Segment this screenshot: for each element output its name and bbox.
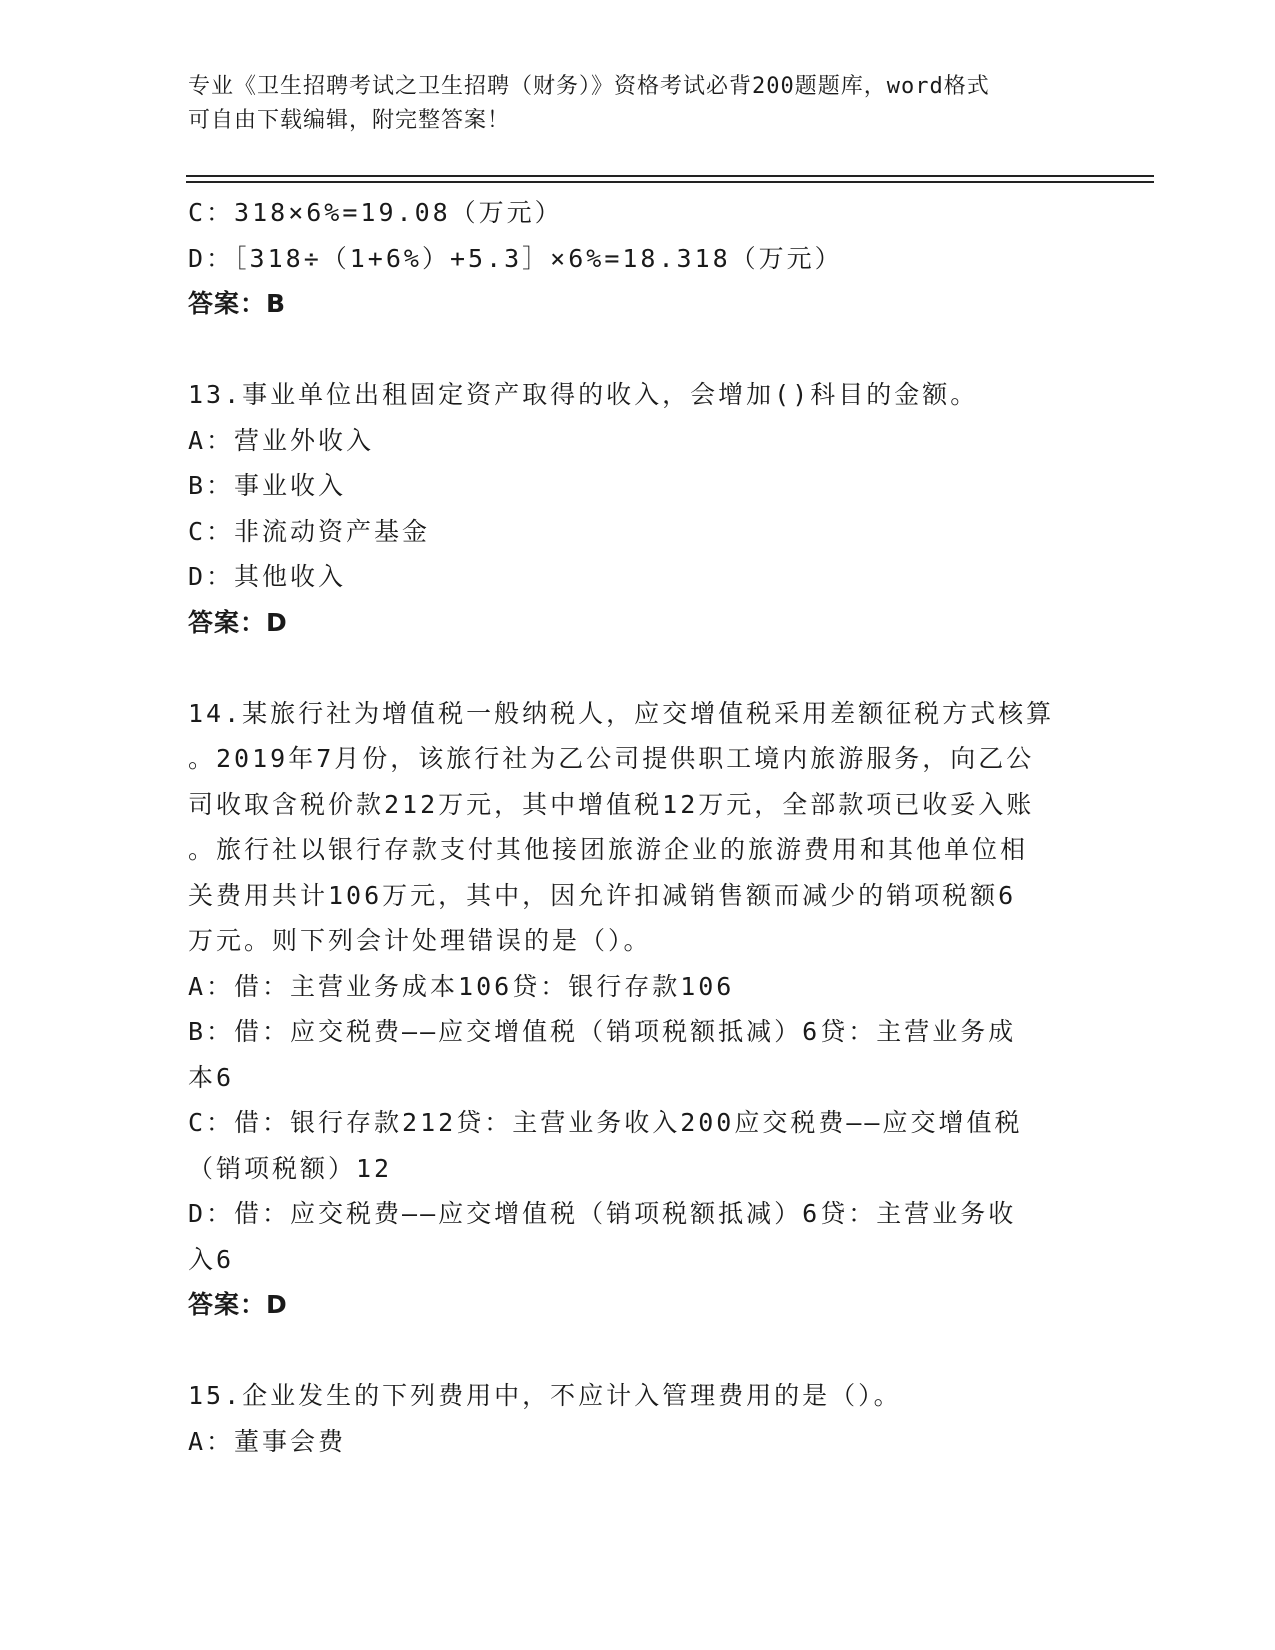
q14-option-b-line: 本6 <box>188 1062 235 1092</box>
spacer <box>188 1328 1088 1374</box>
q14-question-line: 关费用共计106万元，其中，因允许扣减销售额而减少的销项税额6 <box>188 880 1017 910</box>
q12-option-d: D：［318÷（1+6%）+5.3］×6%=18.318（万元） <box>188 243 843 273</box>
q14-option-b-line: B：借：应交税费——应交增值税（销项税额抵减）6贷：主营业务成 <box>188 1017 1017 1046</box>
q13-option-a: A：营业外收入 <box>188 425 375 455</box>
q12-answer: 答案：B <box>188 289 287 318</box>
header-title-line-1: 专业《卫生招聘考试之卫生招聘（财务）》资格考试必背200题题库，word格式 <box>188 74 990 99</box>
q13-option-c: C：非流动资产基金 <box>188 516 431 546</box>
q13-answer: 答案：D <box>188 607 288 637</box>
q14-option-d-line: 入6 <box>188 1244 235 1274</box>
q14-option-d-line: D：借：应交税费——应交增值税（销项税额抵减）6贷：主营业务收 <box>188 1199 1017 1228</box>
document-header <box>188 70 1068 138</box>
q12-option-c: C：318×6%=19.08（万元） <box>188 198 563 227</box>
q14-answer: 答案：D <box>188 1290 288 1319</box>
q14-question-line: 。旅行社以银行存款支付其他接团旅游企业的旅游费用和其他单位相 <box>188 835 1029 864</box>
q14-question-line: 14.某旅行社为增值税一般纳税人，应交增值税采用差额征税方式核算 <box>188 698 1055 728</box>
q14-option-c-line: C：借：银行存款212贷：主营业务收入200应交税费——应交增值税 <box>188 1108 1023 1137</box>
q15-question: 15.企业发生的下列费用中，不应计入管理费用的是（）。 <box>188 1381 902 1410</box>
spacer <box>188 645 1088 691</box>
q14-question-line: 司收取含税价款212万元，其中增值税12万元，全部款项已收妥入账 <box>188 789 1035 819</box>
q14-option-a: A：借：主营业务成本106贷：银行存款106 <box>188 971 735 1001</box>
q14-question-line: 。2019年7月份，该旅行社为乙公司提供职工境内旅游服务，向乙公 <box>188 744 1035 773</box>
q13-option-b: B：事业收入 <box>188 471 347 500</box>
q14-option-c-line: （销项税额）12 <box>188 1153 393 1183</box>
document-body <box>188 190 1088 1464</box>
q14-question-line: 万元。则下列会计处理错误的是（）。 <box>188 926 652 955</box>
q15-option-a: A：董事会费 <box>188 1426 347 1456</box>
spacer <box>188 327 1088 373</box>
header-divider-top <box>186 175 1154 177</box>
q13-option-d: D：其他收入 <box>188 562 347 591</box>
header-title-line-2: 可自由下载编辑，附完整答案！ <box>188 108 511 133</box>
header-divider-bottom <box>186 181 1154 183</box>
q13-question: 13.事业单位出租固定资产取得的收入，会增加()科目的金额。 <box>188 380 979 409</box>
